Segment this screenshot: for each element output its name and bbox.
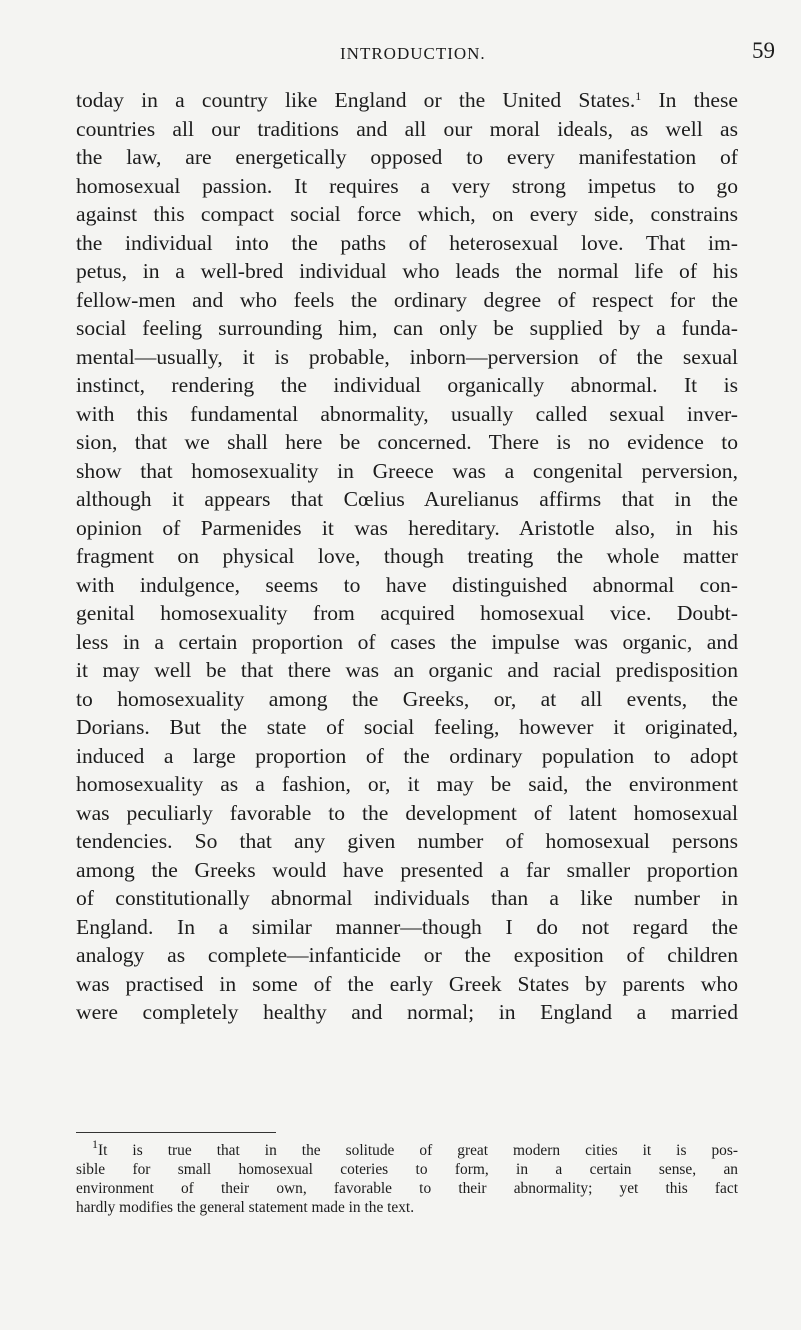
body-text — [76, 86, 738, 1027]
text-line: against this compact social force which, on every side, constrains — [76, 202, 738, 226]
text-line: were completely healthy and normal; in England a married — [76, 1000, 738, 1024]
text-line: social feeling surrounding him, can only be supplied by a funda- — [76, 316, 738, 340]
text-line: countries all our traditions and all our moral ideals, as well as — [76, 116, 738, 141]
text-line: homosexual passion. It requires a very strong impetus to go — [76, 173, 738, 198]
footnote-line-content: It is true that in the solitude of great modern cities it is pos- — [98, 1142, 738, 1159]
page-number: 59 — [752, 38, 775, 63]
text-line: tendencies. So that any given number of homosexual persons — [76, 829, 738, 853]
text-line: of constitutionally abnormal individuals than a like number in — [76, 886, 738, 910]
text-line: the law, are energetically opposed to every manifestation of — [76, 145, 738, 169]
text-line-tail: In these — [641, 88, 738, 112]
text-line: sion, that we shall here be concerned. There is no evidence to — [76, 430, 738, 454]
text-line: it may well be that there was an organic and racial predisposition — [76, 658, 738, 682]
text-line: fragment on physical love, though treating the whole matter — [76, 544, 738, 568]
footnote-reference: 1 — [635, 89, 642, 103]
text-line: analogy as complete—infanticide or the exposition of children — [76, 943, 738, 967]
text-line: among the Greeks would have presented a far smaller proportion — [76, 857, 738, 882]
footnote — [76, 1137, 738, 1217]
text-line: opinion of Parmenides it was hereditary. Aristotle also, in his — [76, 515, 738, 540]
text-line: homosexuality as a fashion, or, it may be said, the environment — [76, 772, 738, 796]
text-line: Dorians. But the state of social feeling, however it originated, — [76, 715, 738, 739]
text-line-content: today in a country like England or the United States. — [76, 88, 636, 112]
text-line: less in a certain proportion of cases the impulse was organic, and — [76, 629, 738, 654]
text-line — [76, 86, 738, 115]
footnote-line: hardly modifies the general statement made in the text. — [76, 1199, 415, 1216]
running-head — [0, 36, 801, 70]
text-line: show that homosexuality in Greece was a congenital perversion, — [76, 458, 738, 483]
text-line: to homosexuality among the Greeks, or, at all events, the — [76, 686, 738, 711]
footnote-divider — [76, 1132, 276, 1133]
text-line: fellow-men and who feels the ordinary degree of respect for the — [76, 287, 738, 312]
text-line: petus, in a well-bred individual who leads the normal life of his — [76, 259, 738, 283]
footnote-line — [76, 1137, 738, 1160]
text-line: induced a large proportion of the ordinary population to adopt — [76, 743, 738, 768]
text-line: although it appears that Cœlius Aurelianus affirms that in the — [76, 487, 738, 511]
running-title: INTRODUCTION. — [340, 44, 486, 63]
text-line: genital homosexuality from acquired homosexual vice. Doubt- — [76, 601, 738, 625]
footnote-line: sible for small homosexual coteries to form, in a certain sense, an — [76, 1161, 738, 1178]
text-line: was practised in some of the early Greek States by parents who — [76, 971, 738, 996]
text-line: England. In a similar manner—though I do not regard the — [76, 914, 738, 939]
text-line: instinct, rendering the individual organically abnormal. It is — [76, 373, 738, 397]
text-line: the individual into the paths of heterosexual love. That im- — [76, 230, 738, 255]
text-line: mental—usually, it is probable, inborn—perversion of the sexual — [76, 344, 738, 369]
text-line: was peculiarly favorable to the development of latent homosexual — [76, 800, 738, 825]
text-line: with this fundamental abnormality, usually called sexual inver- — [76, 401, 738, 426]
footnote-marker: 1 — [92, 1137, 98, 1151]
footnote-line: environment of their own, favorable to their abnormality; yet this fact — [76, 1180, 738, 1197]
text-line: with indulgence, seems to have distinguished abnormal con- — [76, 572, 738, 597]
